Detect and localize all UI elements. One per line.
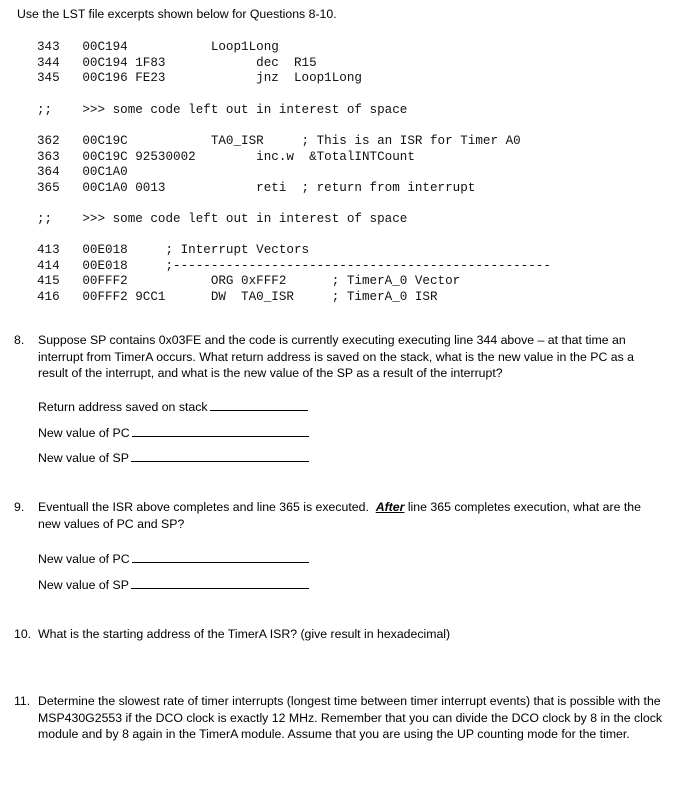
code-line: 365 00C1A0 0013 reti ; return from interrupt [37, 180, 476, 195]
answer-new-sp[interactable] [38, 577, 309, 592]
question-text: Suppose SP contains 0x03FE and the code is currently executing executing line 344 above – at that time an interrupt from TimerA occurs. What return address is saved on the stack, what is the new value in the PC as a result of the interrupt, and what is the new value of the SP as a result of the interrupt? [38, 333, 634, 381]
code-line: 362 00C19C TA0_ISR ; This is an ISR for Timer A0 [37, 134, 521, 148]
code-line: 416 00FFF2 9CC1 DW TA0_ISR ; TimerA_0 ISR [37, 289, 438, 304]
code-line: 363 00C19C 92530002 inc.w &TotalINTCount [37, 149, 415, 164]
question-text: Determine the slowest rate of timer interrupts (longest time between timer interrupt events) that is possible with the MSP430G2553 if the DCO clock is exactly 12 MHz. Remember that you can divide the DCO clock by 8 in the clock module and by 8 again in the TimerA module. Assume that you are using the UP counting mode for the timer. [38, 694, 662, 742]
answer-blank[interactable] [132, 425, 309, 437]
question-text: line 365 completes execution, what are the new values of PC and SP? [38, 500, 641, 531]
code-line: 345 00C196 FE23 jnz Loop1Long [37, 71, 362, 86]
question-9 [14, 499, 663, 532]
question-number: 10. [14, 627, 32, 641]
answer-blank[interactable] [132, 551, 309, 563]
question-number: 9. [14, 500, 25, 514]
code-line: 344 00C194 1F83 dec R15 [37, 55, 317, 70]
code-listing-loop [37, 40, 362, 87]
code-line: 415 00FFF2 ORG 0xFFF2 ; TimerA_0 Vector [37, 274, 461, 289]
answer-blank[interactable] [210, 399, 308, 411]
question-8 [14, 332, 663, 382]
question-text: What is the starting address of the TimerA ISR? (give result in hexadecimal) [38, 627, 451, 641]
answer-label: New value of PC [38, 552, 130, 566]
code-listing-isr [37, 134, 521, 196]
emphasis-after: After [375, 500, 405, 514]
answer-new-pc[interactable] [38, 425, 309, 440]
code-omitted-note: ;; >>> some code left out in interest of space [37, 212, 408, 226]
question-number: 11. [14, 694, 31, 708]
code-line: 413 00E018 ; Interrupt Vectors [37, 243, 310, 257]
answer-label: Return address saved on stack [38, 400, 208, 414]
answer-new-pc[interactable] [38, 551, 309, 566]
answer-label: New value of SP [38, 451, 129, 465]
code-line: 364 00C1A0 [37, 165, 128, 180]
answer-return-address[interactable] [38, 399, 308, 414]
question-number: 8. [14, 333, 25, 347]
question-11 [14, 693, 663, 743]
intro-text: Use the LST file excerpts shown below for Questions 8-10. [17, 7, 337, 21]
code-listing-vectors [37, 243, 551, 305]
question-text: Eventuall the ISR above completes and line 365 is executed. [38, 500, 369, 514]
code-line: 343 00C194 Loop1Long [37, 40, 279, 54]
code-line: 414 00E018 ;-------------------------------------------------- [37, 258, 551, 273]
answer-new-sp[interactable] [38, 450, 309, 465]
answer-blank[interactable] [131, 577, 309, 589]
answer-blank[interactable] [131, 450, 309, 462]
answer-label: New value of SP [38, 578, 129, 592]
answer-label: New value of PC [38, 426, 130, 440]
code-omitted-note: ;; >>> some code left out in interest of space [37, 103, 408, 117]
question-10 [14, 626, 663, 643]
